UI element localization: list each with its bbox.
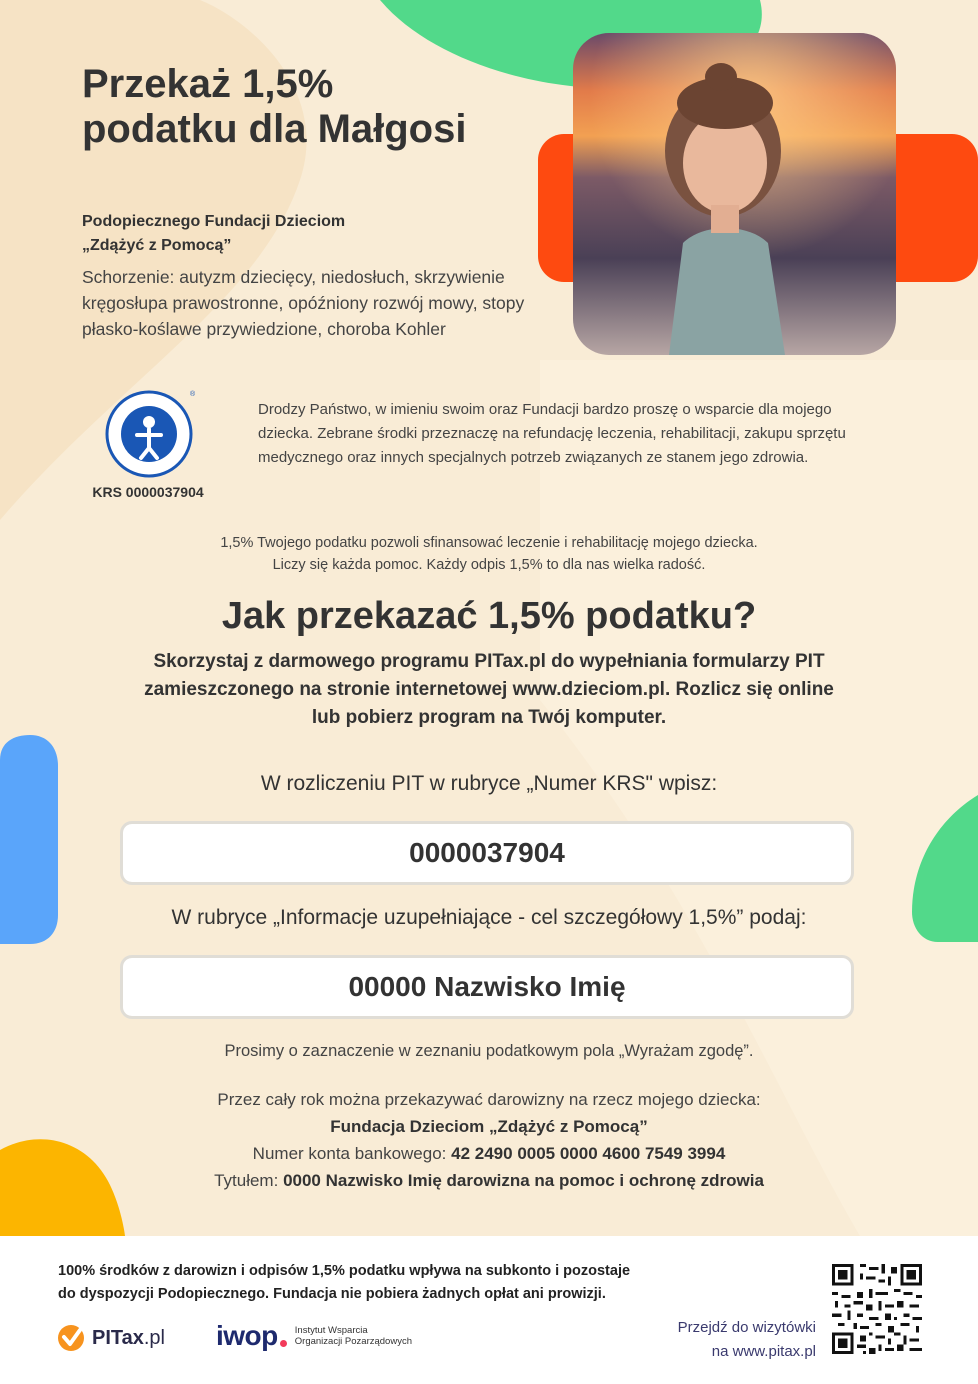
- footer-disclaimer: [58, 1260, 738, 1306]
- iwop-fullname: [295, 1325, 412, 1347]
- foundation-logo: [104, 388, 196, 480]
- lead-line-2: zamieszczonego na stronie internetowej www.dzieciom.pl. Rozlicz się online: [144, 679, 834, 700]
- bank-account-row: [0, 1140, 978, 1167]
- footer-line-1: 100% środków z darowizn i odpisów 1,5% podatku wpływa na subkonto i pozostaje: [58, 1263, 631, 1279]
- howto-lead: [0, 648, 978, 732]
- pitax-brand: PITax: [92, 1326, 144, 1349]
- qr-code[interactable]: [832, 1264, 922, 1354]
- krs-label: KRS 0000037904: [92, 484, 204, 500]
- lead-line-3: lub pobierz program na Twój komputer.: [311, 707, 667, 728]
- krs-number-box: 0000037904: [120, 821, 854, 885]
- iwop-brand: iwop: [216, 1320, 278, 1351]
- howto-heading: Jak przekazać 1,5% podatku?: [221, 595, 757, 637]
- info-value-box: 00000 Nazwisko Imię: [120, 955, 854, 1019]
- info-instruction: W rubryce „Informacje uzupełniające - cel szczegółowy 1,5%” podaj:: [171, 906, 807, 929]
- page-title: Przekaż 1,5% podatku dla Małgosi: [82, 62, 467, 151]
- link-line-2: na www.pitax.pl: [711, 1343, 816, 1360]
- donation-info: [0, 1086, 978, 1194]
- title-label: Tytułem:: [214, 1171, 279, 1190]
- appeal-text: [0, 532, 978, 576]
- foundation-subtitle: [82, 210, 542, 258]
- krs-instruction: W rozliczeniu PIT w rubryce „Numer KRS" wpisz:: [260, 772, 718, 795]
- pitax-logo[interactable]: [56, 1322, 165, 1354]
- lead-line-1: Skorzystaj z darmowego programu PITax.pl do wypełniania formularzy PIT: [153, 651, 825, 672]
- iwop-line-2: Organizacji Pozarządowych: [294, 1336, 412, 1347]
- pitax-suffix: .pl: [143, 1326, 165, 1349]
- svg-text:®: ®: [190, 391, 196, 398]
- footer-line-2: do dyspozycji Podopiecznego. Fundacja nie pobiera żadnych opłat ani prowizji.: [58, 1286, 606, 1302]
- donation-intro: Przez cały rok można przekazywać darowizny na rzecz mojego dziecka:: [217, 1090, 761, 1109]
- pitax-check-icon: [56, 1323, 86, 1353]
- child-photo: [573, 33, 896, 355]
- subtitle-line-2: „Zdążyć z Pomocą”: [82, 237, 232, 254]
- foundation-name: Fundacja Dzieciom „Zdążyć z Pomocą”: [330, 1117, 648, 1136]
- appeal-line-1: 1,5% Twojego podatku pozwoli sfinansować leczenie i rehabilitację mojego dziecka.: [220, 535, 758, 551]
- link-line-1: Przejdź do wizytówki: [677, 1319, 816, 1336]
- title-value: 0000 Nazwisko Imię darowizna na pomoc i ochronę zdrowia: [283, 1171, 764, 1190]
- condition-text: Schorzenie: autyzm dziecięcy, niedosłuch, skrzywienie kręgosłupa prawostronne, opóźniony rozwój mowy, stopy płasko-koślawe przywiedzione, choroba Kohler: [82, 267, 525, 339]
- subtitle-line-1: Podopiecznego Fundacji Dzieciom: [82, 213, 346, 230]
- appeal-line-2: Liczy się każda pomoc. Każdy odpis 1,5% to dla nas wielka radość.: [272, 557, 706, 573]
- iwop-logo[interactable]: [216, 1318, 412, 1354]
- account-number: 42 2490 0005 0000 4600 7549 3994: [451, 1144, 726, 1163]
- consent-text: Prosimy o zaznaczenie w zeznaniu podatkowym pola „Wyrażam zgodę”.: [224, 1042, 754, 1060]
- parent-letter: Drodzy Państwo, w imieniu swoim oraz Fundacji bardzo proszę o wsparcie dla mojego dziecka. Zebrane środki przeznaczę na refundację leczenia, rehabilitacji, zakupu sprzętu medycznego oraz innych specjalnych potrzeb związanych ze stanem jego zdrowia.: [258, 401, 846, 466]
- pitax-profile-link[interactable]: [600, 1316, 816, 1364]
- account-label: Numer konta bankowego:: [252, 1144, 447, 1163]
- transfer-title-row: [0, 1167, 978, 1194]
- iwop-line-1: Instytut Wsparcia: [294, 1325, 368, 1336]
- iwop-dot-icon: [280, 1340, 287, 1347]
